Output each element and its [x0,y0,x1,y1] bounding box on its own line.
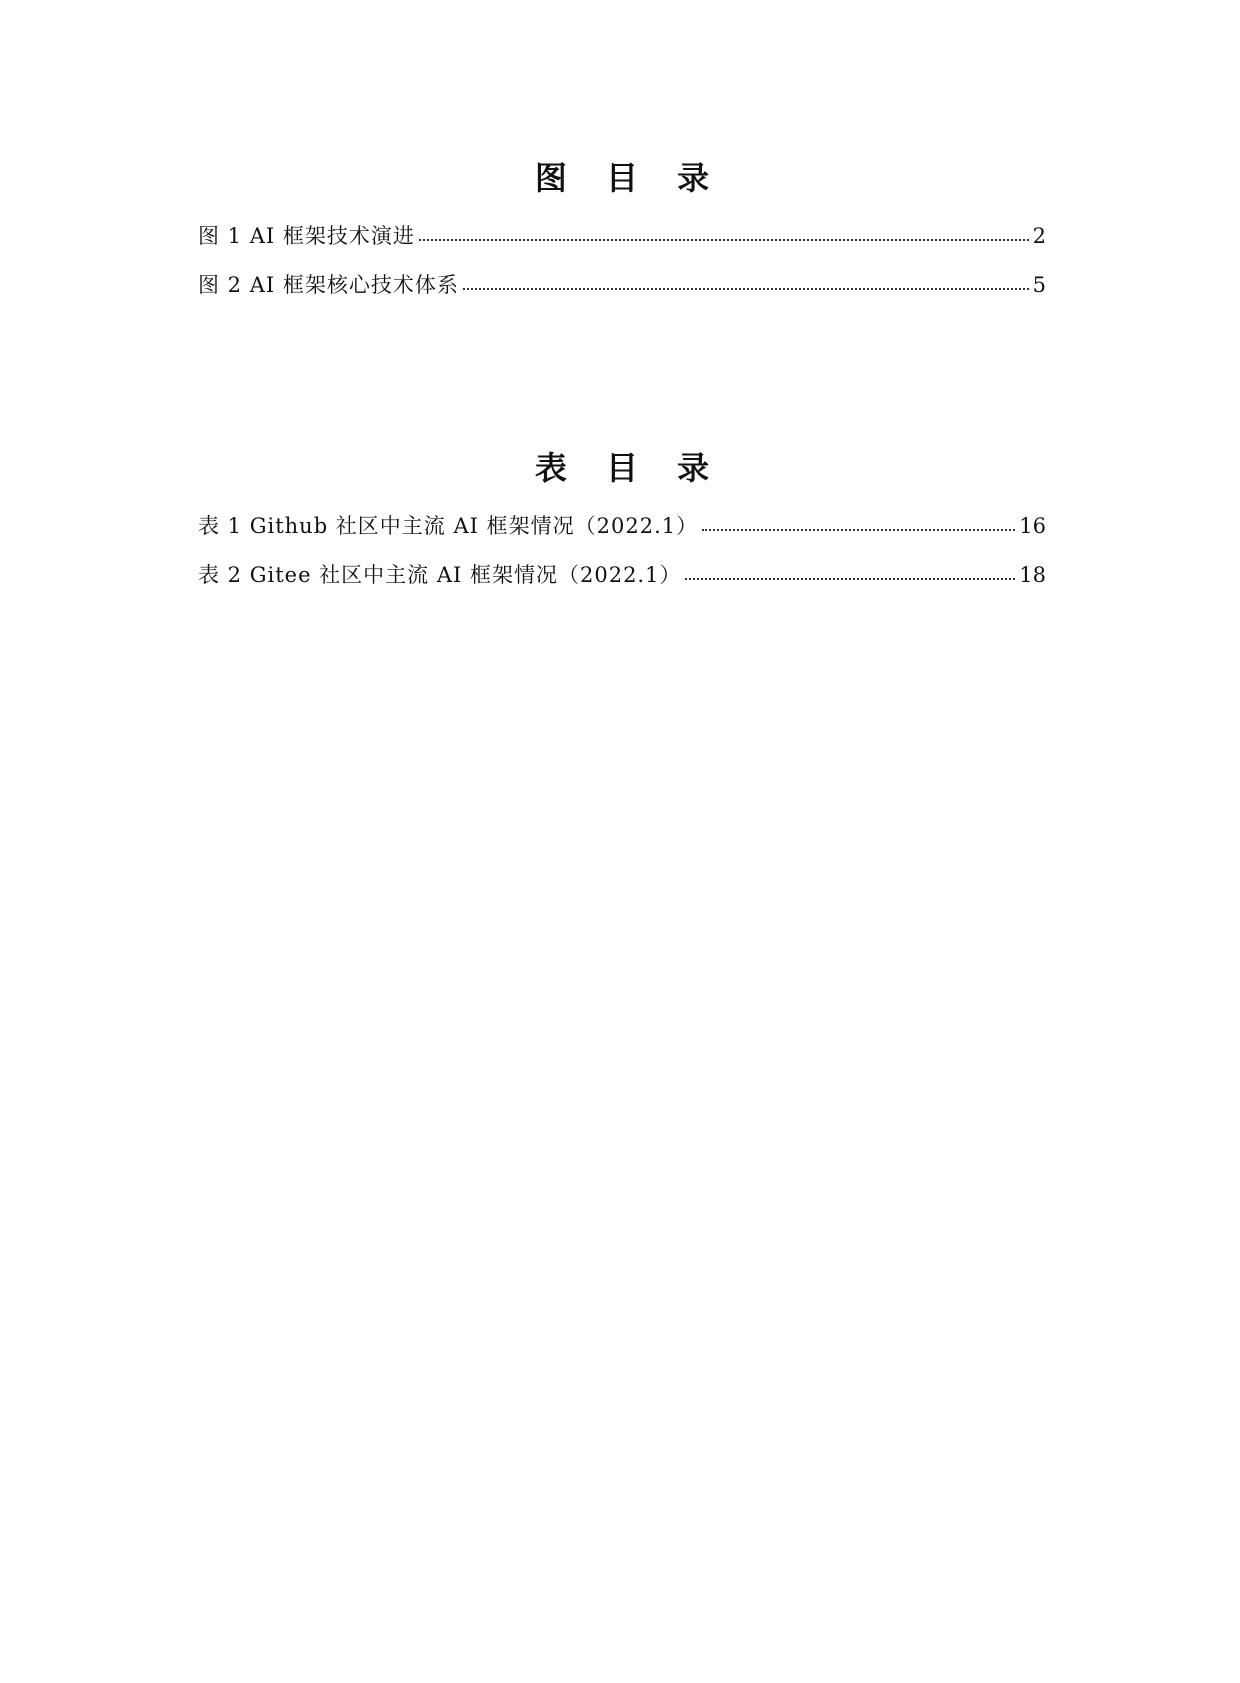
toc-entry-label: 图 1 AI 框架技术演进 [198,224,415,248]
dot-leader [419,223,1029,243]
toc-entry-label: 表 1 Github 社区中主流 AI 框架情况（2022.1） [198,514,699,538]
tables-toc-heading: 表 目 录 [534,449,724,487]
figures-toc-heading: 图 目 录 [534,159,724,197]
toc-entry-page: 18 [1019,563,1046,587]
tables-toc [198,448,1046,600]
toc-entry-figure-1[interactable] [198,212,1046,261]
toc-entry-label: 表 2 Gitee 社区中主流 AI 框架情况（2022.1） [198,563,682,587]
dot-leader [463,272,1029,292]
toc-entry-page: 2 [1032,224,1046,248]
figures-toc-list [198,212,1046,310]
dot-leader [702,513,1015,533]
dot-leader [685,562,1015,582]
figures-toc [198,158,1046,310]
toc-entry-figure-2[interactable] [198,261,1046,310]
toc-entry-page: 16 [1019,514,1046,538]
toc-entry-page: 5 [1032,273,1046,297]
toc-entry-table-2[interactable] [198,551,1046,600]
tables-toc-list [198,502,1046,600]
toc-entry-label: 图 2 AI 框架核心技术体系 [198,273,459,297]
toc-entry-table-1[interactable] [198,502,1046,551]
